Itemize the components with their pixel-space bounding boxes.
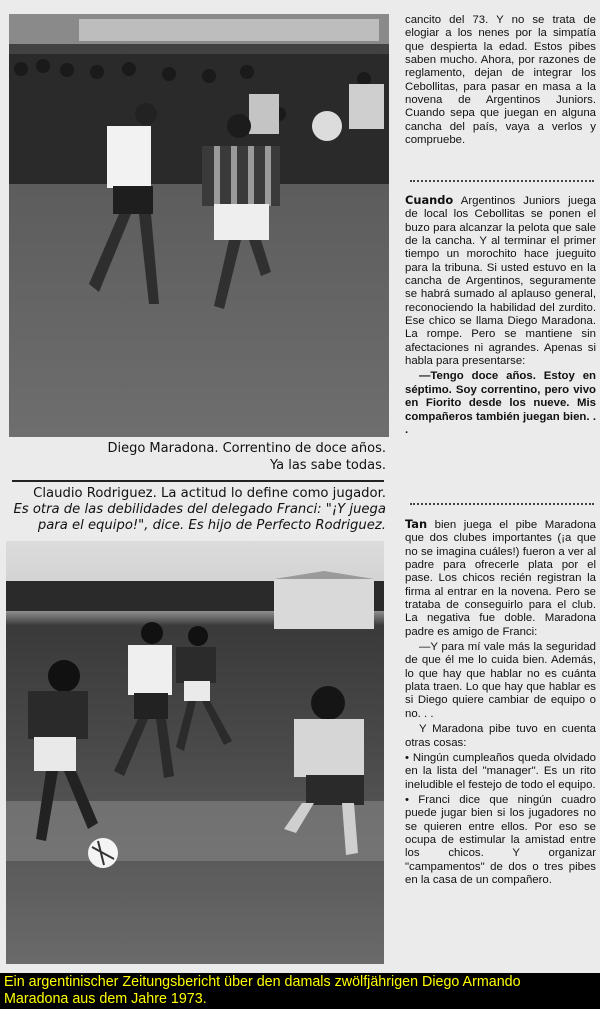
- article-clubs-lead: Tan: [405, 517, 428, 531]
- article-maradona-text: Argentinos Juniors juega de local los Cebollitas se ponen el buzo para alcanzar la pelota que sale de la cancha. Y al terminar el primer tiempo un morochito hace jueguito para la tribuna. Si usted estuvo en la cancha de Argentinos, seguramente se habrá sumado al aplauso general, reconociendo la habilidad del zurdito. Ese chico se llama Diego Maradona. La rompe. Pero se mantiene sin afectaciones ni agrandes. Apenas si habla para presentarse:: [405, 195, 596, 368]
- article-maradona-quote: —Tengo doce años. Estoy en séptimo. Soy correntino, pero vivo en Fiorito desde los nueve. Mis compañeros también juegan bien. . .: [405, 370, 596, 436]
- caption-maradona-line1: Diego Maradona. Correntino de doce años.: [107, 441, 386, 456]
- caption-claudio-line3: para el equipo!", dice. Es hijo de Perfecto Rodriguez.: [37, 518, 386, 533]
- caption-footer: [0, 973, 600, 1009]
- caption-claudio-line2: Es otra de las debilidades del delegado Franci: "¡Y juega: [13, 502, 386, 517]
- caption-claudio: [12, 486, 386, 534]
- article-bullet-1: • Ningún cumpleaños queda olvidado en la lista del "manager". Es un rito ineludible el festejo de todo el equipo.: [405, 751, 596, 791]
- article-clubs-quote: —Y para mí vale más la seguridad de que él me lo cuida bien. Además, lo que hay que hablar no es cuánta plata traen. Lo que hay que hablar es si Diego quiere cambiar de equipo o no. . .: [405, 641, 596, 720]
- caption-maradona-line2: Ya las sabe todas.: [269, 458, 386, 473]
- photo-kids-image: [6, 541, 384, 964]
- article-clubs-text: bien juega el pibe Maradona que dos clubes importantes (¡a que no se imagina cuáles!) fueron a ver al padre para ofrecerle plata por el pase. Los chicos recién registran la firma al entrar en la novena. Pero se trataba de conseguirlo para el club. La negativa fue doble. Maradona padre es amigo de Franci:: [405, 519, 596, 638]
- article-intro-text: cancito del 73. Y no se trata de elogiar a los nenes por la simpatía que despierta la edad. Estos pibes saben mucho. Ahora, por razones de reglamento, dejan de integrar los Cebollitas, para pasar en masa a la novena de Argentinos Juniors. Cuando sepa que juegan en alguna cancha del país, vaya a verlos y compruebe.: [405, 14, 596, 147]
- article-block-clubs: [405, 518, 596, 887]
- photo-maradona-image: [9, 14, 389, 437]
- article-block-maradona: [405, 194, 596, 437]
- article-block-intro: [405, 14, 596, 147]
- footer-caption: [0, 973, 600, 1008]
- article-clubs-more: Y Maradona pibe tuvo en cuenta otras cosas:: [405, 723, 596, 749]
- article-maradona-lead: Cuando: [405, 193, 454, 207]
- footer-line-1: Ein argentinischer Zeitungsbericht über den damals zwölfjährigen Diego Armando: [4, 974, 521, 990]
- caption-maradona: [12, 440, 386, 474]
- photo-maradona-playing: [9, 14, 389, 437]
- photo-kids-playing: [6, 541, 384, 964]
- article-maradona-paragraph: [405, 194, 596, 368]
- article-bullet-2: • Franci dice que ningún cuadro puede jugar bien si los jugadores no se quieren entre ellos. Por eso se ocupa de estimular la amistad entre los chicos. Y organizar "campamentos" de dos o tres pibes en la casa de un compañero.: [405, 793, 596, 886]
- dotted-divider-2: [410, 503, 594, 505]
- footer-line-2: Maradona aus dem Jahre 1973.: [4, 991, 207, 1007]
- caption-divider: [12, 480, 384, 482]
- caption-claudio-line1: Claudio Rodriguez. La actitud lo define como jugador.: [33, 486, 386, 501]
- dotted-divider-1: [410, 180, 594, 182]
- article-clubs-paragraph: [405, 518, 596, 639]
